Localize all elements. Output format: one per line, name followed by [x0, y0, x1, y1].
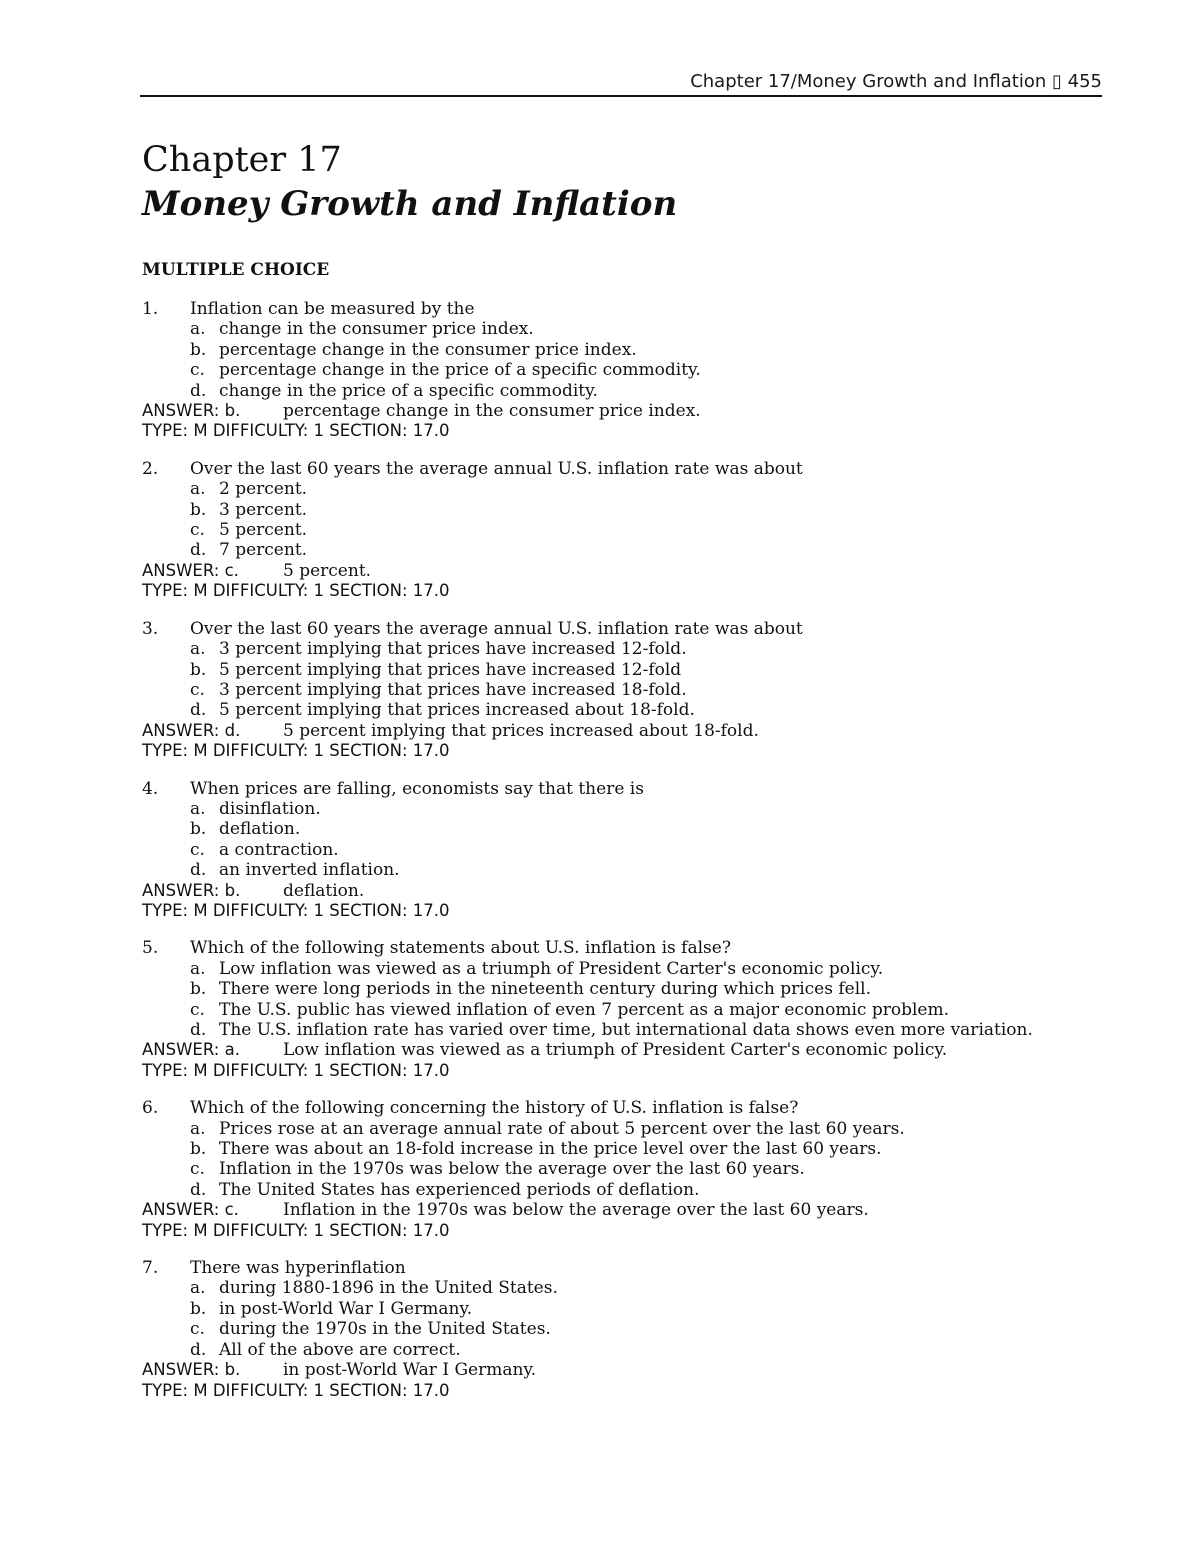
question-stem-line: [142, 1258, 1102, 1278]
question-stem-line: [142, 299, 1102, 319]
answer-text: 5 percent.: [283, 560, 372, 581]
question-item: [142, 1258, 1102, 1401]
answer-line: [142, 401, 1102, 421]
option-letter: c.: [190, 679, 205, 700]
option-letter: c.: [190, 1159, 205, 1180]
option-text: 3 percent.: [219, 499, 308, 520]
option-letter: d.: [190, 1179, 207, 1200]
question-stem: Which of the following concerning the history of U.S. inflation is false?: [190, 1098, 799, 1119]
answer-line: [142, 1360, 1102, 1380]
question-item: [142, 619, 1102, 762]
option-letter: d.: [190, 700, 207, 721]
option-text: 3 percent implying that prices have increased 12-fold.: [219, 639, 687, 660]
answer-option: [142, 1020, 1102, 1040]
option-letter: c.: [190, 1319, 205, 1340]
question-stem: Over the last 60 years the average annual U.S. inflation rate was about: [190, 618, 803, 639]
answer-text: percentage change in the consumer price index.: [283, 401, 701, 422]
answer-label: ANSWER: b.: [142, 401, 241, 421]
question-stem-line: [142, 1098, 1102, 1118]
answer-line: [142, 721, 1102, 741]
question-number: 4.: [142, 778, 159, 799]
option-text: 7 percent.: [219, 540, 308, 561]
question-meta: TYPE: M DIFFICULTY: 1 SECTION: 17.0: [142, 421, 450, 441]
question-stem-line: [142, 779, 1102, 799]
answer-text: Low inflation was viewed as a triumph of President Carter's economic policy.: [283, 1040, 948, 1061]
answer-text: deflation.: [283, 880, 365, 901]
option-text: There were long periods in the nineteenth century during which prices fell.: [219, 979, 871, 1000]
answer-label: ANSWER: b.: [142, 880, 241, 900]
answer-text: in post-World War I Germany.: [283, 1360, 537, 1381]
question-number: 3.: [142, 618, 159, 639]
question-item: [142, 299, 1102, 442]
answer-line: [142, 561, 1102, 581]
answer-option: [142, 1139, 1102, 1159]
answer-option: [142, 959, 1102, 979]
option-letter: b.: [190, 979, 207, 1000]
answer-option: [142, 1180, 1102, 1200]
answer-option: [142, 340, 1102, 360]
question-meta: TYPE: M DIFFICULTY: 1 SECTION: 17.0: [142, 1380, 450, 1400]
answer-option: [142, 1000, 1102, 1020]
answer-label: ANSWER: c.: [142, 560, 239, 580]
answer-option: [142, 979, 1102, 999]
option-text: during 1880-1896 in the United States.: [219, 1278, 558, 1299]
answer-option: [142, 1319, 1102, 1339]
option-letter: a.: [190, 1278, 206, 1299]
question-meta: TYPE: M DIFFICULTY: 1 SECTION: 17.0: [142, 1220, 450, 1240]
answer-text: Inflation in the 1970s was below the average over the last 60 years.: [283, 1200, 869, 1221]
answer-option: [142, 520, 1102, 540]
question-number: 5.: [142, 938, 159, 959]
option-letter: d.: [190, 1020, 207, 1040]
option-letter: a.: [190, 798, 206, 819]
option-letter: c.: [190, 360, 205, 381]
question-item: [142, 459, 1102, 602]
question-stem: When prices are falling, economists say that there is: [190, 778, 644, 799]
question-stem-line: [142, 938, 1102, 958]
option-text: a contraction.: [219, 839, 339, 860]
option-text: change in the price of a specific commodity.: [219, 380, 598, 401]
question-meta: TYPE: M DIFFICULTY: 1 SECTION: 17.0: [142, 900, 450, 920]
option-text: The United States has experienced periods of deflation.: [219, 1179, 700, 1200]
answer-option: [142, 1299, 1102, 1319]
option-letter: a.: [190, 958, 206, 979]
question-number: 6.: [142, 1098, 159, 1119]
answer-option: [142, 860, 1102, 880]
chapter-number: Chapter 17: [142, 140, 342, 180]
option-letter: b.: [190, 819, 207, 840]
option-text: 3 percent implying that prices have increased 18-fold.: [219, 679, 687, 700]
option-text: 5 percent implying that prices increased about 18-fold.: [219, 700, 695, 721]
option-letter: a.: [190, 319, 206, 340]
option-text: 2 percent.: [219, 479, 308, 500]
option-letter: b.: [190, 499, 207, 520]
option-letter: d.: [190, 540, 207, 561]
question-stem: There was hyperinflation: [190, 1258, 406, 1279]
option-letter: b.: [190, 1139, 207, 1160]
answer-label: ANSWER: a.: [142, 1040, 240, 1060]
question-item: [142, 779, 1102, 922]
option-letter: a.: [190, 639, 206, 660]
answer-option: [142, 819, 1102, 839]
option-letter: c.: [190, 520, 205, 541]
option-text: All of the above are correct.: [219, 1339, 461, 1360]
answer-label: ANSWER: b.: [142, 1360, 241, 1380]
question-stem: Over the last 60 years the average annual U.S. inflation rate was about: [190, 458, 803, 479]
answer-option: [142, 1340, 1102, 1360]
answer-option: [142, 1278, 1102, 1298]
answer-label: ANSWER: d.: [142, 720, 241, 740]
answer-option: [142, 1119, 1102, 1139]
option-letter: c.: [190, 999, 205, 1020]
question-item: [142, 938, 1102, 1081]
answer-option: [142, 680, 1102, 700]
answer-option: [142, 660, 1102, 680]
option-letter: d.: [190, 1339, 207, 1360]
option-text: in post-World War I Germany.: [219, 1298, 473, 1319]
answer-option: [142, 500, 1102, 520]
answer-option: [142, 381, 1102, 401]
option-text: Low inflation was viewed as a triumph of President Carter's economic policy.: [219, 958, 884, 979]
option-text: 5 percent implying that prices have increased 12-fold: [219, 659, 682, 680]
answer-option: [142, 1159, 1102, 1179]
option-text: 5 percent.: [219, 520, 308, 541]
option-text: There was about an 18-fold increase in the price level over the last 60 years.: [219, 1139, 882, 1160]
option-text: The U.S. inflation rate has varied over time, but international data shows even more variation.: [219, 1020, 1033, 1040]
question-stem-line: [142, 619, 1102, 639]
answer-label: ANSWER: c.: [142, 1200, 239, 1220]
answer-line: [142, 881, 1102, 901]
option-letter: d.: [190, 860, 207, 881]
option-letter: c.: [190, 839, 205, 860]
answer-option: [142, 319, 1102, 339]
answer-line: [142, 1200, 1102, 1220]
question-meta: TYPE: M DIFFICULTY: 1 SECTION: 17.0: [142, 741, 450, 761]
answer-option: [142, 840, 1102, 860]
question-stem: Which of the following statements about U.S. inflation is false?: [190, 938, 731, 959]
question-number: 1.: [142, 299, 159, 319]
option-text: an inverted inflation.: [219, 860, 400, 881]
answer-option: [142, 360, 1102, 380]
option-text: during the 1970s in the United States.: [219, 1319, 551, 1340]
chapter-title: Money Growth and Inflation: [142, 184, 678, 224]
header-rule: [140, 95, 1102, 97]
answer-option: [142, 700, 1102, 720]
question-meta: TYPE: M DIFFICULTY: 1 SECTION: 17.0: [142, 581, 450, 601]
question-number: 2.: [142, 458, 159, 479]
option-text: deflation.: [219, 819, 301, 840]
question-meta: TYPE: M DIFFICULTY: 1 SECTION: 17.0: [142, 1060, 450, 1080]
option-text: percentage change in the consumer price index.: [219, 339, 637, 360]
option-letter: a.: [190, 479, 206, 500]
option-text: The U.S. public has viewed inflation of even 7 percent as a major economic problem.: [219, 999, 949, 1020]
answer-option: [142, 540, 1102, 560]
question-item: [142, 1098, 1102, 1241]
option-text: Inflation in the 1970s was below the average over the last 60 years.: [219, 1159, 805, 1180]
option-letter: b.: [190, 1298, 207, 1319]
option-text: disinflation.: [219, 798, 321, 819]
question-list: [142, 299, 1102, 1418]
answer-option: [142, 799, 1102, 819]
option-letter: b.: [190, 659, 207, 680]
option-text: percentage change in the price of a specific commodity.: [219, 360, 701, 381]
running-header: Chapter 17/Money Growth and Inflation ▯ 455: [690, 71, 1102, 92]
option-text: change in the consumer price index.: [219, 319, 534, 340]
question-stem: Inflation can be measured by the: [190, 299, 475, 319]
question-stem-line: [142, 459, 1102, 479]
question-number: 7.: [142, 1258, 159, 1279]
option-letter: d.: [190, 380, 207, 401]
answer-option: [142, 479, 1102, 499]
answer-text: 5 percent implying that prices increased about 18-fold.: [283, 720, 759, 741]
option-letter: b.: [190, 339, 207, 360]
option-text: Prices rose at an average annual rate of about 5 percent over the last 60 years.: [219, 1118, 905, 1139]
answer-option: [142, 639, 1102, 659]
answer-line: [142, 1040, 1102, 1060]
option-letter: a.: [190, 1118, 206, 1139]
section-heading: MULTIPLE CHOICE: [142, 260, 330, 280]
